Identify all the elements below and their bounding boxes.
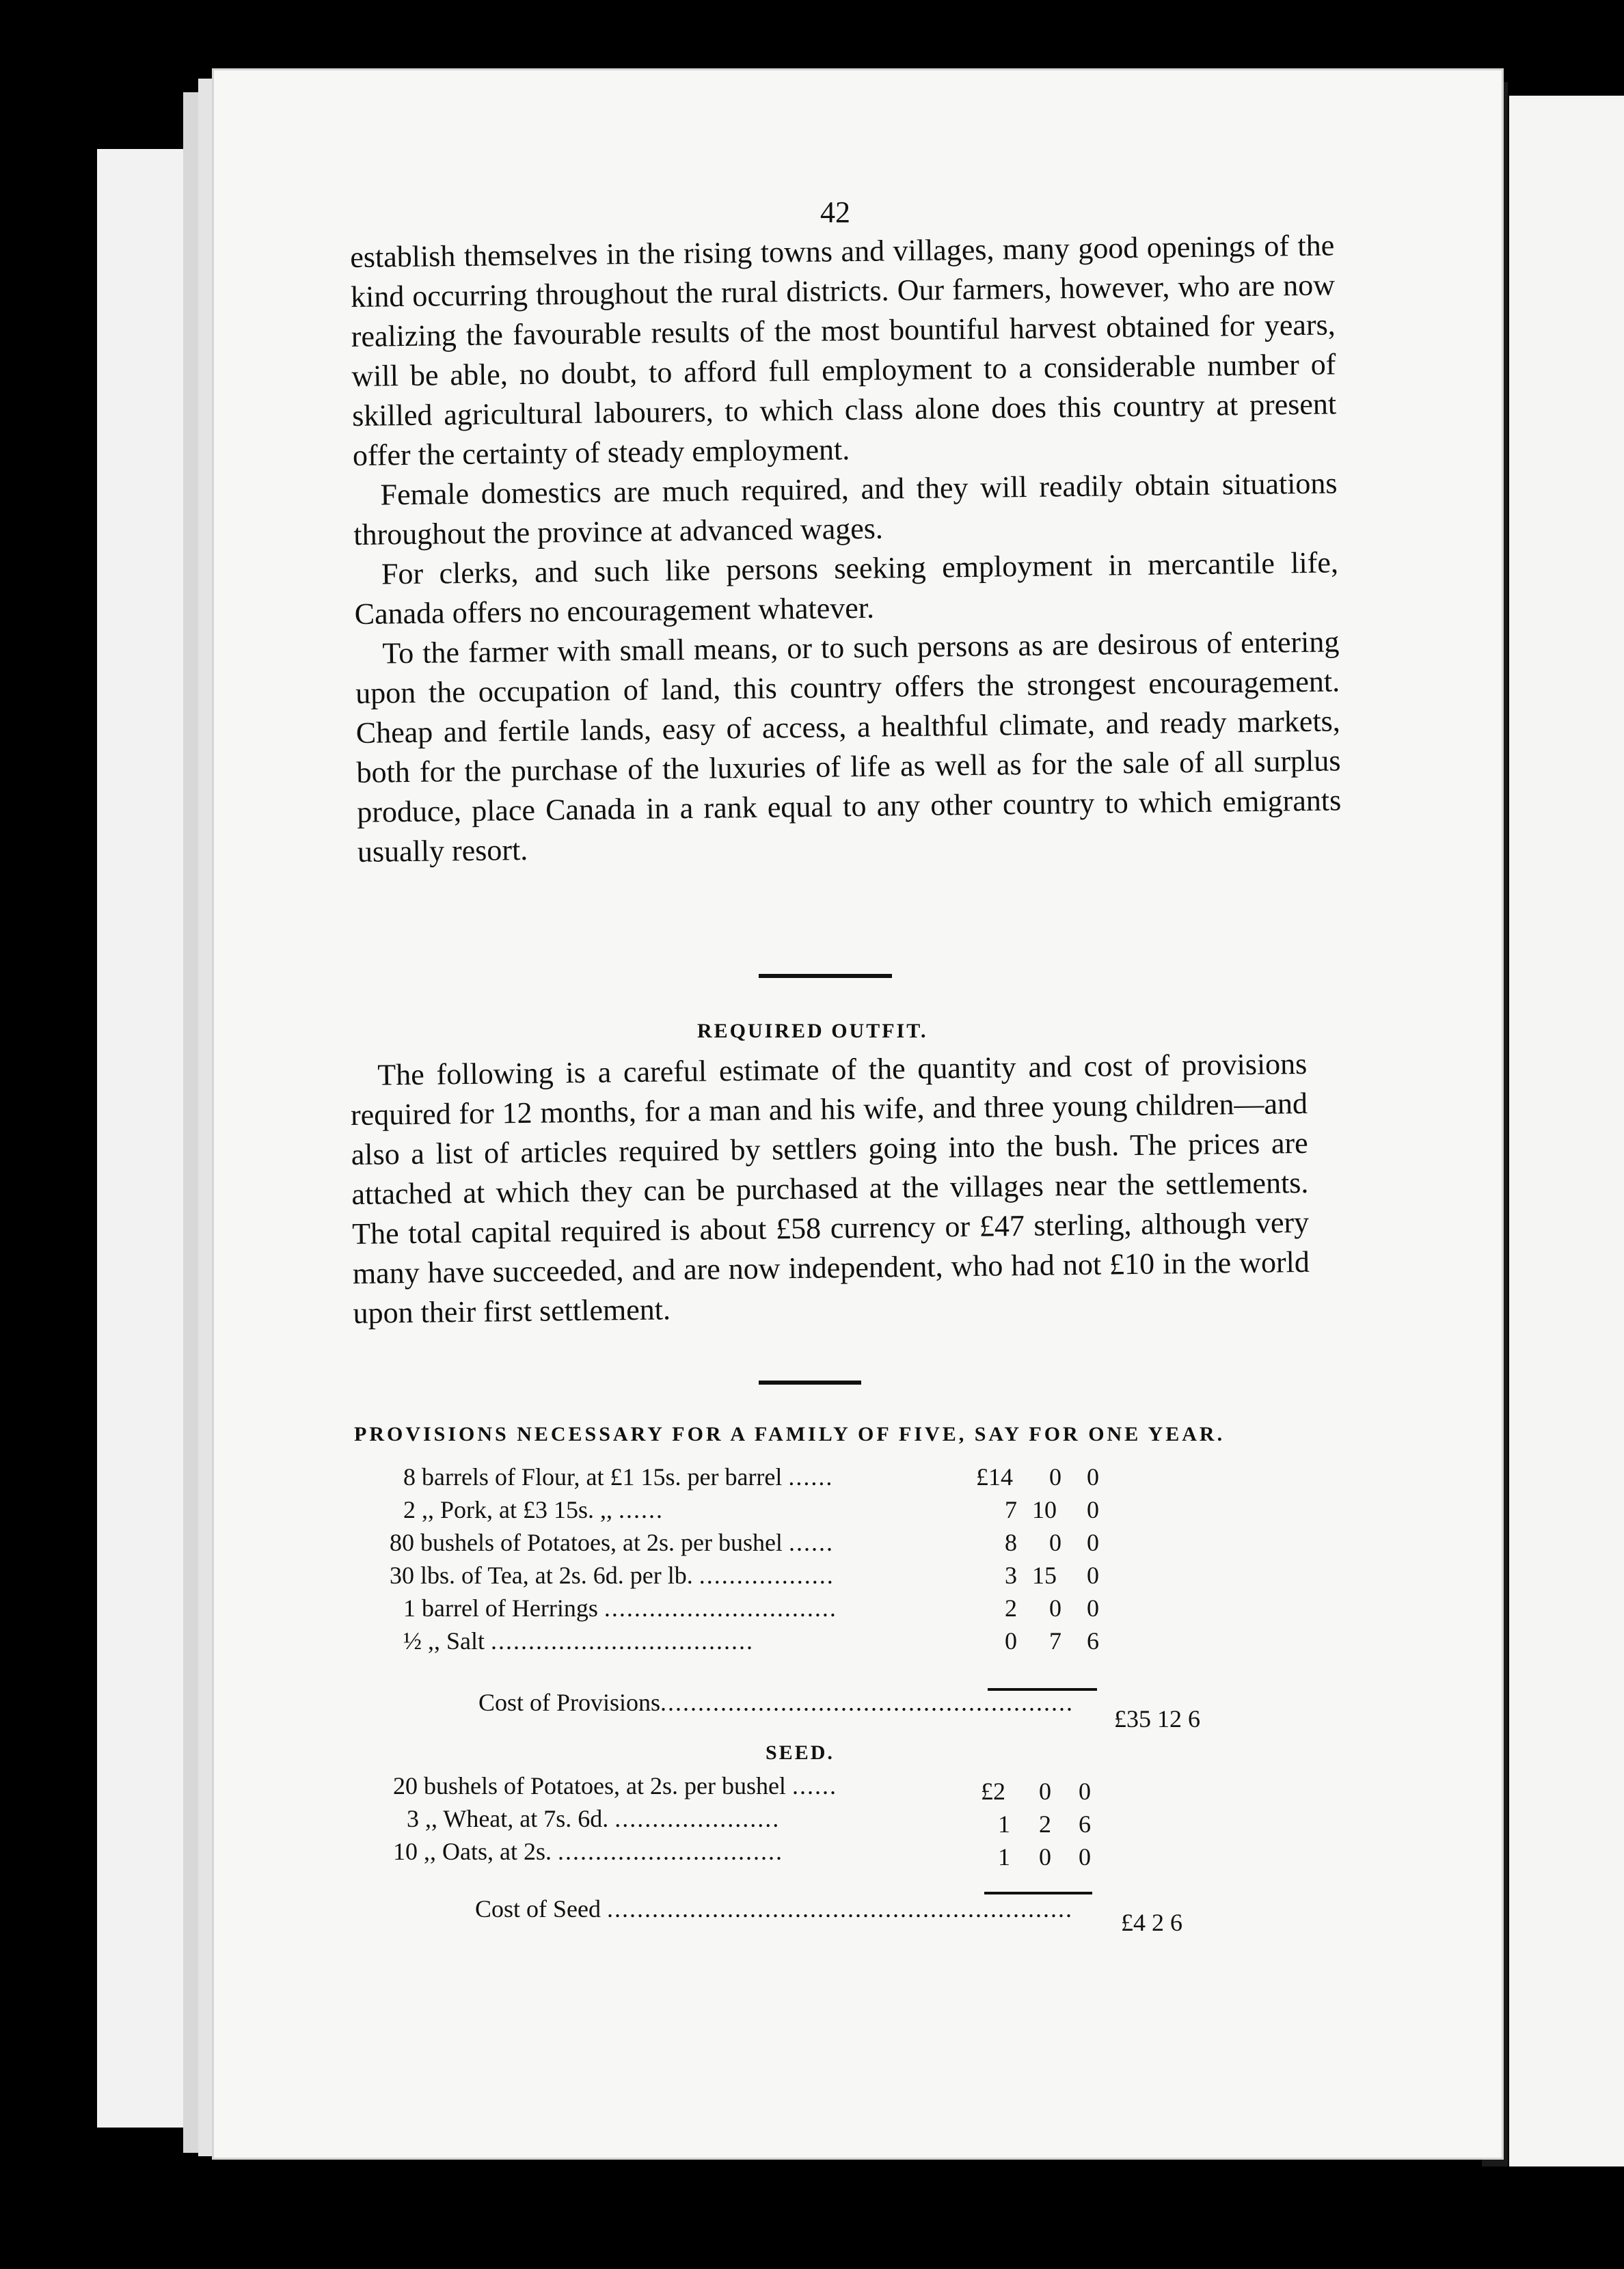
left-page-edge bbox=[97, 149, 196, 2128]
pounds-cell: £2 bbox=[981, 1778, 1005, 1805]
pounds-cell: £14 bbox=[976, 1463, 1013, 1491]
outfit-text bbox=[350, 1044, 1310, 1333]
pounds-cell: 1 bbox=[998, 1843, 1010, 1871]
pence-cell: 0 bbox=[1079, 1778, 1091, 1805]
pence-cell: 0 bbox=[1079, 1843, 1091, 1871]
total-amount: £35 12 6 bbox=[1114, 1705, 1200, 1733]
section-rule bbox=[759, 1381, 861, 1385]
pence-cell: 0 bbox=[1087, 1496, 1099, 1523]
table-title: PROVISIONS NECESSARY FOR A FAMILY OF FIVE, SAY FOR ONE YEAR. bbox=[354, 1423, 1226, 1445]
paragraph: For clerks, and such like persons seeking employment in mercantile life, Canada offers no encouragement whatever. bbox=[354, 545, 1339, 631]
table-row: 1 barrel of Herrings ............................... bbox=[403, 1594, 837, 1622]
total-row: Cost of Provisions....................................................... bbox=[478, 1689, 1074, 1716]
table-row: 8 barrels of Flour, at £1 15s. per barrel ...... bbox=[403, 1463, 834, 1491]
total-row: Cost of Seed .............................................................. bbox=[475, 1895, 1073, 1922]
pounds-cell: 1 bbox=[998, 1810, 1010, 1838]
paragraph: The following is a careful estimate of the quantity and cost of provisions required for 12 months, for a man and his wife, and three young children—and also a list of articles required by settlers going into the bush. The prices are attached at which they can be purchased at the villages near the settlements. The total capital required is about £58 currency or £47 sterling, although very many have succeeded, and are now independent, who had not £10 in the world upon their first settlement. bbox=[350, 1046, 1310, 1330]
shillings-cell: 0 bbox=[1049, 1463, 1061, 1491]
shillings-cell: 0 bbox=[1049, 1529, 1061, 1556]
table-row: 3 ,, Wheat, at 7s. 6d. ...................... bbox=[407, 1805, 781, 1832]
table-row: 80 bushels of Potatoes, at 2s. per bushel ...... bbox=[390, 1529, 834, 1556]
table-row: ½ ,, Salt ................................... bbox=[403, 1627, 755, 1655]
pence-cell: 6 bbox=[1087, 1627, 1099, 1655]
table-row: 20 bushels of Potatoes, at 2s. per bushel ...... bbox=[393, 1772, 837, 1799]
pounds-cell: 0 bbox=[1005, 1627, 1017, 1655]
pence-cell: 6 bbox=[1079, 1810, 1091, 1838]
pence-cell: 0 bbox=[1087, 1529, 1099, 1556]
shillings-cell: 2 bbox=[1039, 1810, 1051, 1838]
paragraph: establish themselves in the rising towns and villages, many good openings of the kind occurring throughout the rural districts. Our farmers, however, who are now realizing the favourable results of the most bountiful harvest obtained for years, will be able, no doubt, to afford full employment to a considerable number of skilled agricultural labourers, to which class alone does this country at present offer the certainty of steady employment. bbox=[350, 228, 1337, 472]
pounds-cell: 3 bbox=[1005, 1562, 1017, 1589]
shillings-cell: 7 bbox=[1049, 1627, 1061, 1655]
shillings-cell: 15 bbox=[1032, 1562, 1057, 1589]
section-heading: REQUIRED OUTFIT. bbox=[697, 1020, 928, 1042]
facing-page bbox=[1509, 96, 1624, 2166]
page-number: 42 bbox=[820, 195, 850, 229]
body-text bbox=[350, 226, 1342, 872]
pounds-cell: 2 bbox=[1005, 1594, 1017, 1622]
pounds-cell: 7 bbox=[1005, 1496, 1017, 1523]
pence-cell: 0 bbox=[1087, 1463, 1099, 1491]
table-row: 10 ,, Oats, at 2s. .............................. bbox=[393, 1838, 783, 1865]
section-rule bbox=[759, 974, 892, 978]
total-amount: £4 2 6 bbox=[1121, 1909, 1182, 1936]
shillings-cell: 0 bbox=[1039, 1843, 1051, 1871]
paragraph: Female domestics are much required, and they will readily obtain situations throughout the province at advanced wages. bbox=[353, 466, 1338, 552]
seed-heading: SEED. bbox=[766, 1741, 835, 1764]
table-row: 30 lbs. of Tea, at 2s. 6d. per lb. .................. bbox=[390, 1562, 835, 1589]
pence-cell: 0 bbox=[1087, 1594, 1099, 1622]
shillings-cell: 0 bbox=[1049, 1594, 1061, 1622]
table-row: 2 ,, Pork, at £3 15s. ,, ...... bbox=[403, 1496, 664, 1523]
pence-cell: 0 bbox=[1087, 1562, 1099, 1589]
paragraph: To the farmer with small means, or to such persons as are desirous of entering upon the occupation of land, this country offers the strongest encouragement. Cheap and fertile lands, easy of access, a healthful climate, and ready markets, both for the purchase of the luxuries of life as well as for the sale of all surplus produce, place Canada in a rank equal to any other country to which emigrants usually resort. bbox=[355, 625, 1342, 869]
shillings-cell: 10 bbox=[1032, 1496, 1057, 1523]
shillings-cell: 0 bbox=[1039, 1778, 1051, 1805]
pounds-cell: 8 bbox=[1005, 1529, 1017, 1556]
